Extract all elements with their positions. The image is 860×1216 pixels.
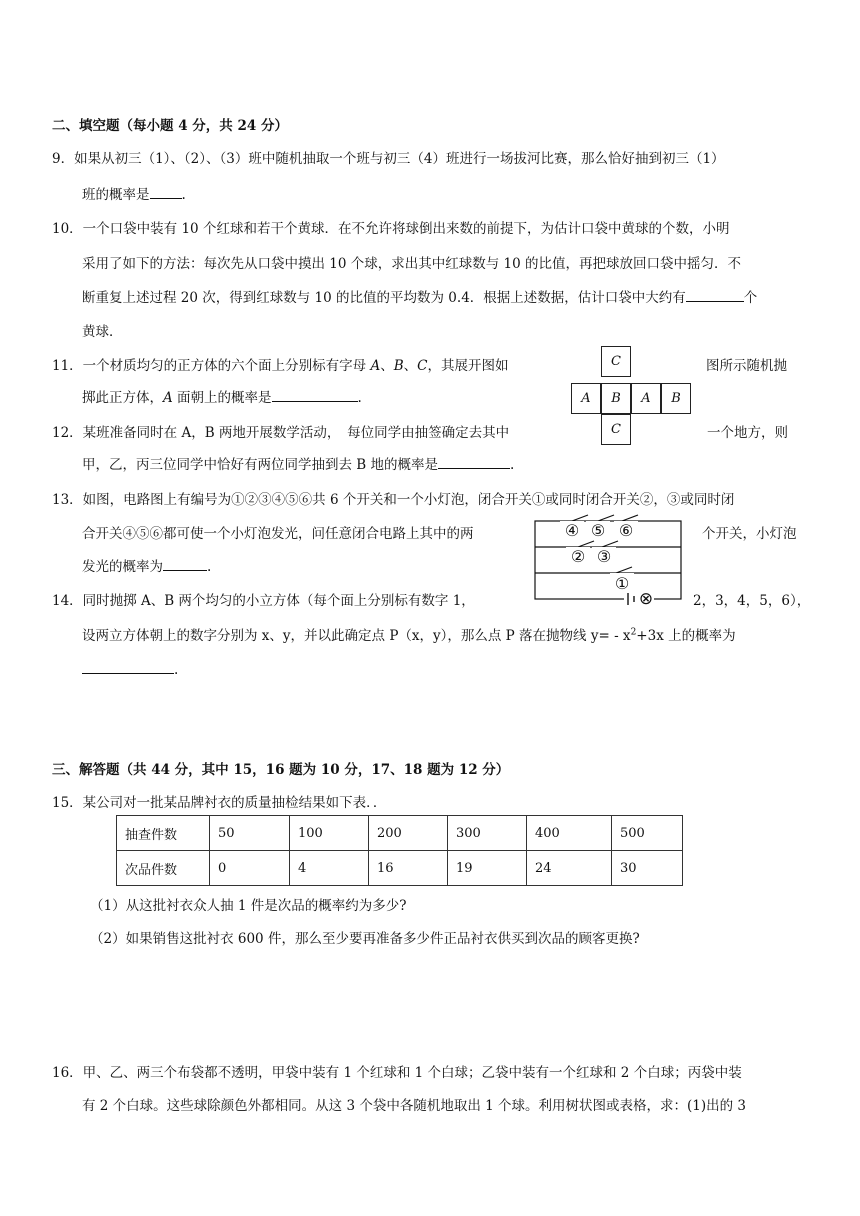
cube-face-1: A — [571, 383, 601, 414]
table-cell: 16 — [369, 851, 448, 886]
cube-face-2: B — [601, 383, 631, 414]
q11-letter-a2: A — [163, 390, 173, 406]
q16-line1: 16．甲、乙、两三个布袋都不透明，甲袋中装有 1 个红球和 1 个白球；乙袋中装有一个红球和 2 个白球；丙袋中装 — [52, 1065, 742, 1081]
q14-line3 — [82, 659, 178, 678]
q11-text-a: 11．一个材质均匀的正方体的六个面上分别标有字母 — [52, 358, 371, 374]
q11-line2 — [82, 386, 362, 406]
circuit-diagram — [530, 513, 686, 605]
table-cell: 0 — [210, 851, 290, 886]
q14-exponent: 2 — [630, 627, 637, 638]
switch-3-label: ③ — [596, 547, 612, 566]
switch-1-label: ① — [614, 574, 630, 593]
table-cell: 100 — [290, 816, 369, 851]
q15-sub2: （2）如果销售这批衬衣 600 件，那么至少要再准备多少件正品衬衣供买到次品的顾客更换? — [90, 931, 640, 947]
table-cell: 50 — [210, 816, 290, 851]
table-cell: 24 — [527, 851, 612, 886]
q12-period: . — [510, 457, 515, 473]
answer-blank — [163, 556, 207, 571]
answer-blank — [150, 184, 182, 199]
answer-blank — [82, 659, 174, 674]
table-cell: 500 — [612, 816, 683, 851]
q10-line4: 黄球． — [82, 324, 123, 340]
q15-line1: 15．某公司对一批某品牌衬衣的质量抽检结果如下表．． — [52, 795, 387, 811]
switch-5-label: ⑤ — [590, 521, 606, 540]
q10-line2: 采用了如下的方法：每次先从口袋中摸出 10 个球，求出其中红球数与 10 的比值，再把球放回口袋中摇匀．不 — [82, 256, 742, 272]
q10-unit: 个 — [743, 290, 758, 306]
q14-line2 — [82, 624, 736, 644]
q9-text: 班的概率是 — [82, 187, 150, 203]
q13-line2: 合开关④⑤⑥都可使一个小灯泡发光，问任意闭合电路上其中的两 — [82, 526, 474, 542]
q10-line3 — [82, 286, 757, 306]
switch-2-label: ② — [570, 547, 586, 566]
table-row — [117, 851, 683, 886]
cube-face-3: A — [631, 383, 661, 414]
q11-line1-right: 图所示随机抛 — [706, 358, 787, 374]
q11-sep1: 、 — [380, 358, 394, 374]
q11-sep2: 、 — [403, 358, 418, 374]
cube-face-4: B — [661, 383, 691, 414]
q11-letter-a: A — [370, 358, 381, 374]
table-header-cell: 次品件数 — [117, 851, 210, 886]
lamp-icon: ⊗ — [638, 589, 654, 605]
table-row — [117, 816, 683, 851]
q14-text-a: 设两立方体朝上的数字分别为 x、y，并以此确定点 P（x，y），那么点 P 落在抛物线 y= - x — [82, 628, 631, 644]
q13-line1: 13．如图，电路图上有编号为①②③④⑤⑥共 6 个开关和一个小灯泡，闭合开关①或同时闭合开关②，③或同时闭 — [52, 492, 735, 508]
q13-text: 发光的概率为 — [82, 559, 163, 575]
q11-text-d: 面朝上的概率是 — [172, 390, 272, 406]
q12-line1: 12．某班准备同时在 A，B 两地开展数学活动， 每位同学由抽签确定去其中 — [52, 425, 510, 441]
table-cell: 19 — [448, 851, 527, 886]
inspection-table — [116, 815, 683, 886]
q12-line2 — [82, 453, 514, 473]
answer-blank — [272, 387, 358, 402]
q10-text: 断重复上述过程 20 次，得到红球数与 10 的比值的平均数为 0.4．根据上述数据，估计口袋中大约有 — [82, 290, 686, 306]
table-cell: 400 — [527, 816, 612, 851]
q15-sub1: （1）从这批衬衣众人抽 1 件是次品的概率约为多少? — [90, 898, 407, 914]
q14-period: . — [174, 662, 179, 678]
q12-line1-right: 一个地方，则 — [707, 425, 788, 441]
q11-period: . — [357, 390, 362, 406]
q11-line1 — [52, 354, 509, 374]
table-cell: 200 — [369, 816, 448, 851]
q13-line2-right: 个开关，小灯泡 — [702, 526, 797, 542]
section-2-title: 二、填空题（每小题 4 分，共 24 分） — [52, 118, 288, 134]
q14-line1: 14．同时抛掷 A、B 两个均匀的小立方体（每个面上分别标有数字 1， — [52, 593, 475, 609]
q14-text-b: +3x 上的概率为 — [636, 628, 736, 644]
q13-line3 — [82, 555, 211, 575]
q11-letter-c: C — [417, 358, 428, 374]
table-cell: 30 — [612, 851, 683, 886]
q9-period: . — [181, 187, 186, 203]
table-header-cell: 抽查件数 — [117, 816, 210, 851]
q9-line1: 9．如果从初三（1）、（2）、（3）班中随机抽取一个班与初三（4）班进行一场拔河比赛，那么恰好抽到初三（1） — [52, 151, 725, 167]
section-3-title: 三、解答题（共 44 分，其中 15，16 题为 10 分，17、18 题为 12 分） — [52, 762, 510, 778]
q10-line1: 10．一个口袋中装有 10 个红球和若干个黄球．在不允许将球倒出来数的前提下，为估计口袋中黄球的个数，小明 — [52, 221, 730, 237]
answer-blank — [438, 454, 510, 469]
q11-text-b: ，其展开图如 — [427, 358, 509, 374]
q16-line2: 有 2 个白球。这些球除颜色外都相同。从这 3 个袋中各随机地取出 1 个球。利用树状图或表格，求：(1)出的 3 — [82, 1098, 747, 1114]
q14-line1-right: 2，3，4，5，6）， — [693, 593, 811, 609]
cube-face-top: C — [601, 346, 631, 377]
q12-text: 甲，乙，丙三位同学中恰好有两位同学抽到去 B 地的概率是 — [82, 457, 439, 473]
q11-text-c: 掷此正方体， — [82, 390, 163, 406]
cube-face-bottom: C — [601, 414, 631, 445]
battery-icon — [624, 593, 638, 605]
answer-blank — [686, 287, 744, 302]
table-cell: 300 — [448, 816, 527, 851]
switch-4-label: ④ — [564, 521, 580, 540]
q13-period: . — [207, 559, 212, 575]
q11-letter-b: B — [393, 358, 404, 374]
q9-line2 — [82, 183, 186, 203]
switch-6-label: ⑥ — [618, 521, 634, 540]
table-cell: 4 — [290, 851, 369, 886]
